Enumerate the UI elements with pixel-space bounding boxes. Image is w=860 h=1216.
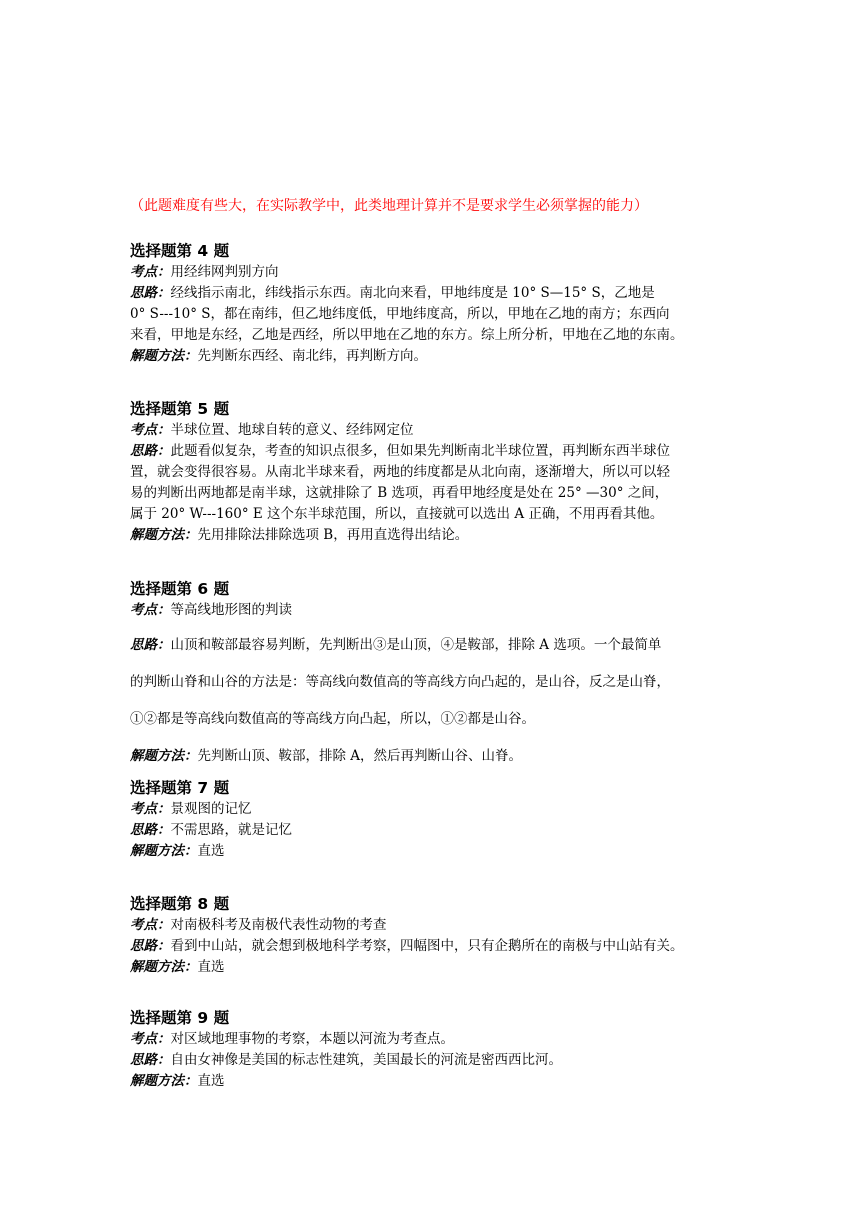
method-label: 解题方法： bbox=[130, 527, 198, 543]
point-label: 考点： bbox=[130, 422, 171, 438]
point-text: 用经纬网判别方向 bbox=[170, 264, 279, 280]
method-label: 解题方法： bbox=[130, 959, 198, 975]
section-q8 bbox=[130, 893, 740, 978]
method-text: 先用排除法排除选项 B，再用直选得出结论。 bbox=[197, 527, 469, 543]
method-line bbox=[130, 841, 740, 862]
section-q7 bbox=[130, 777, 740, 862]
method-line bbox=[130, 957, 740, 978]
section-q5 bbox=[130, 398, 740, 546]
idea-line: 0° S---10° S，都在南纬，但乙地纬度低，甲地纬度高，所以，甲地在乙地的南方；东西向 bbox=[130, 306, 670, 322]
method-text: 直选 bbox=[197, 1073, 225, 1089]
point-line bbox=[130, 600, 740, 621]
method-text: 直选 bbox=[197, 843, 225, 859]
idea-text: 自由女神像是美国的标志性建筑，美国最长的河流是密西西比河。 bbox=[170, 1052, 562, 1068]
idea-label: 思路： bbox=[130, 443, 171, 459]
point-label: 考点： bbox=[130, 602, 171, 618]
method-line bbox=[130, 346, 740, 367]
section-title: 选择题第 8 题 bbox=[130, 895, 230, 913]
idea-text: 经线指示南北，纬线指示东西。南北向来看，甲地纬度是 10° S—15° S，乙地是 bbox=[170, 285, 655, 301]
point-line bbox=[130, 1029, 740, 1050]
point-line bbox=[130, 915, 740, 936]
idea-line: 易的判断出两地都是南半球，这就排除了 B 选项，再看甲地经度是处在 25° —30° 之间， bbox=[130, 485, 669, 501]
method-label: 解题方法： bbox=[130, 1073, 198, 1089]
idea-label: 思路： bbox=[130, 1052, 171, 1068]
point-text: 对南极科考及南极代表性动物的考查 bbox=[170, 917, 387, 933]
idea-label: 思路： bbox=[130, 938, 171, 954]
point-text: 对区域地理事物的考察，本题以河流为考查点。 bbox=[170, 1031, 454, 1047]
idea-line bbox=[130, 936, 740, 957]
method-text: 先判断东西经、南北纬，再判断方向。 bbox=[197, 348, 427, 364]
section-q4 bbox=[130, 240, 740, 367]
idea-line: 的判断山脊和山谷的方法是：等高线向数值高的等高线方向凸起的，是山谷，反之是山脊， bbox=[130, 674, 670, 690]
section-title: 选择题第 9 题 bbox=[130, 1009, 230, 1027]
idea-line bbox=[130, 627, 740, 664]
idea-line: 置，就会变得很容易。从南北半球来看，两地的纬度都是从北向南，逐渐增大，所以可以轻 bbox=[130, 464, 670, 480]
idea-text: 看到中山站，就会想到极地科学考察，四幅图中，只有企鹅所在的南极与中山站有关。 bbox=[170, 938, 684, 954]
method-line bbox=[130, 525, 740, 546]
method-label: 解题方法： bbox=[130, 748, 198, 764]
idea-line bbox=[130, 1050, 740, 1071]
idea-label: 思路： bbox=[130, 822, 171, 838]
idea-line bbox=[130, 283, 740, 304]
method-line bbox=[130, 738, 740, 775]
method-label: 解题方法： bbox=[130, 843, 198, 859]
section-title: 选择题第 6 题 bbox=[130, 580, 230, 598]
idea-line: 属于 20° W---160° E 这个东半球范围，所以，直接就可以选出 A 正确，不用再看其他。 bbox=[130, 506, 664, 522]
point-label: 考点： bbox=[130, 264, 171, 280]
idea-text: 不需思路，就是记忆 bbox=[170, 822, 292, 838]
point-label: 考点： bbox=[130, 801, 171, 817]
method-text: 先判断山顶、鞍部，排除 A，然后再判断山谷、山脊。 bbox=[197, 748, 523, 764]
idea-line: ①②都是等高线向数值高的等高线方向凸起，所以，①②都是山谷。 bbox=[130, 711, 535, 727]
point-line bbox=[130, 420, 740, 441]
point-label: 考点： bbox=[130, 917, 171, 933]
section-title: 选择题第 7 题 bbox=[130, 779, 230, 797]
difficulty-note: （此题难度有些大，在实际教学中，此类地理计算并不是要求学生必须掌握的能力） bbox=[130, 198, 648, 214]
point-text: 景观图的记忆 bbox=[170, 801, 252, 817]
method-text: 直选 bbox=[197, 959, 225, 975]
point-line bbox=[130, 799, 740, 820]
section-title: 选择题第 4 题 bbox=[130, 242, 230, 260]
section-title: 选择题第 5 题 bbox=[130, 400, 230, 418]
point-label: 考点： bbox=[130, 1031, 171, 1047]
idea-line bbox=[130, 820, 740, 841]
section-q6 bbox=[130, 578, 740, 775]
idea-label: 思路： bbox=[130, 285, 171, 301]
point-text: 等高线地形图的判读 bbox=[170, 602, 292, 618]
section-q9 bbox=[130, 1007, 740, 1092]
idea-text: 山顶和鞍部最容易判断，先判断出③是山顶，④是鞍部，排除 A 选项。一个最简单 bbox=[170, 637, 662, 653]
idea-label: 思路： bbox=[130, 637, 171, 653]
idea-line: 来看，甲地是东经，乙地是西经，所以甲地在乙地的东方。综上所分析，甲地在乙地的东南。 bbox=[130, 327, 684, 343]
point-text: 半球位置、地球自转的意义、经纬网定位 bbox=[170, 422, 414, 438]
method-line bbox=[130, 1071, 740, 1092]
point-line bbox=[130, 262, 740, 283]
idea-line bbox=[130, 441, 740, 462]
idea-text: 此题看似复杂，考查的知识点很多，但如果先判断南北半球位置，再判断东西半球位 bbox=[170, 443, 670, 459]
method-label: 解题方法： bbox=[130, 348, 198, 364]
